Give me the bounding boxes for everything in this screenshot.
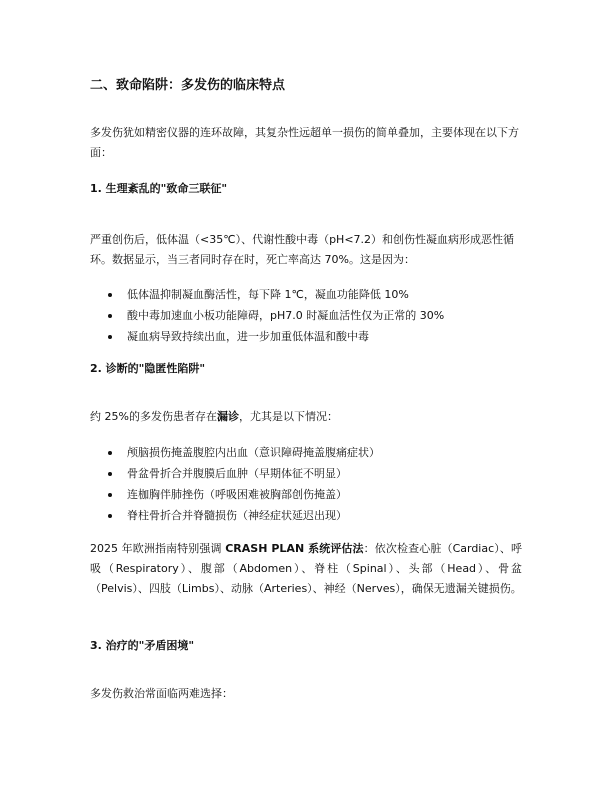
list-item-text: 连枷胸伴肺挫伤（呼吸困难被胸部创伤掩盖） — [127, 488, 347, 501]
list-item-text: 脊柱骨折合并脊髓损伤（神经症状延迟出现） — [127, 509, 347, 522]
list-item — [90, 484, 522, 505]
bullet-dot — [108, 514, 112, 518]
intro-paragraph: 多发伤犹如精密仪器的连环故障，其复杂性远超单一损伤的简单叠加，主要体现在以下方面： — [90, 126, 519, 159]
bullet-dot — [108, 451, 112, 455]
bullet-dot — [108, 293, 112, 297]
list-item — [90, 505, 522, 526]
subsection-title-2: 2. 诊断的"隐匿性陷阱" — [90, 362, 206, 375]
list-item — [90, 326, 522, 347]
section-heading: 二、致命陷阱：多发伤的临床特点 — [90, 78, 286, 93]
list-item-text: 骨盆骨折合并腹膜后血肿（早期体征不明显） — [127, 467, 347, 480]
triad-paragraph: 严重创伤后，低体温（<35℃）、代谢性酸中毒（pH<7.2）和创伤性凝血病形成恶性循环。数据显示，当三者同时存在时，死亡率高达 70%。这是因为： — [90, 233, 515, 266]
list-item — [90, 442, 522, 463]
bullet-dot — [108, 335, 112, 339]
list-item-text: 凝血病导致持续出血，进一步加重低体温和酸中毒 — [127, 330, 369, 343]
missed-bullet-list — [90, 442, 522, 526]
missed-bold: 漏诊 — [216, 410, 239, 423]
list-item-text: 颅脑损伤掩盖腹腔内出血（意识障碍掩盖腹痛症状） — [127, 446, 380, 459]
crash-bold: CRASH PLAN 系统评估法 — [225, 542, 364, 555]
missed-diagnosis-paragraph — [90, 407, 522, 427]
list-item — [90, 305, 522, 326]
list-item — [90, 463, 522, 484]
missed-suffix: ，尤其是以下情况： — [238, 410, 338, 423]
list-item-text: 酸中毒加速血小板功能障碍，pH7.0 时凝血活性仅为正常的 30% — [127, 309, 445, 322]
crash-suffix: ：依次检查心脏（Cardiac）、呼吸（Respiratory）、腹部（Abdomen）、脊柱（Spinal）、头部（Head）、骨盆（Pelvis）、四肢（Limbs）、动脉（Arteries）、神经（Nerves），确保无遗漏关键损伤。 — [90, 542, 522, 595]
crash-prefix: 2025 年欧洲指南特别强调 — [90, 542, 226, 555]
bullet-dot — [108, 314, 112, 318]
list-item-text: 低体温抑制凝血酶活性，每下降 1℃，凝血功能降低 10% — [127, 288, 409, 301]
bullet-dot — [108, 472, 112, 476]
missed-prefix: 约 25%的多发伤患者存在 — [90, 410, 217, 423]
list-item — [90, 284, 522, 305]
treatment-paragraph: 多发伤救治常面临两难选择： — [90, 687, 233, 700]
triad-bullet-list — [90, 284, 522, 347]
subsection-title-1: 1. 生理紊乱的"致命三联征" — [90, 182, 228, 195]
crash-plan-paragraph — [90, 539, 522, 599]
subsection-title-3: 3. 治疗的"矛盾困境" — [90, 639, 195, 652]
bullet-dot — [108, 493, 112, 497]
